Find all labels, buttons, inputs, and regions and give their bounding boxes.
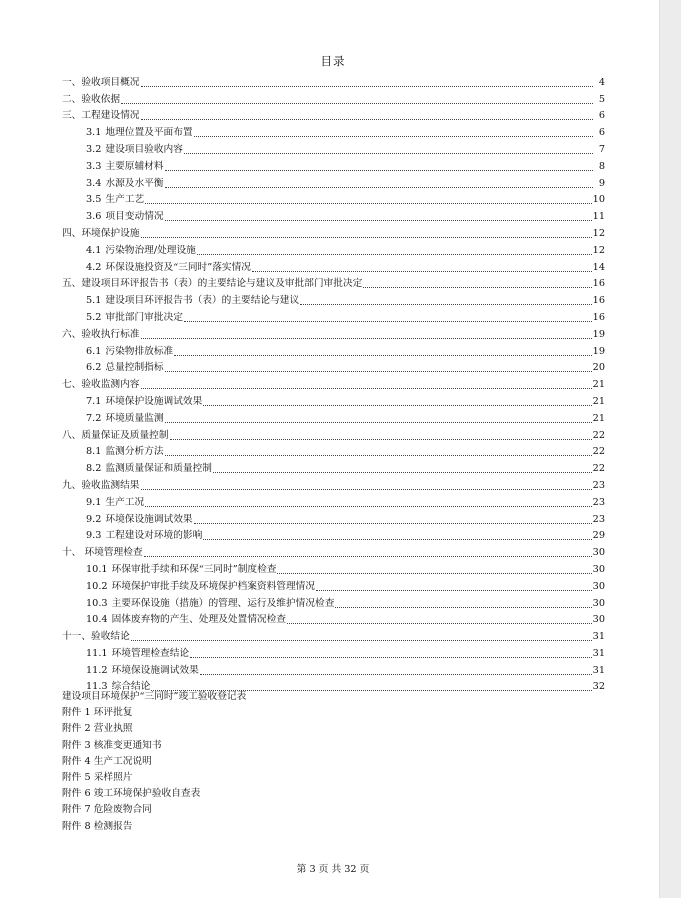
toc-entry[interactable] [62, 173, 605, 190]
toc-entry[interactable] [62, 324, 605, 341]
toc-leader-dots [121, 102, 593, 104]
toc-leader-dots [335, 606, 591, 608]
appendix-item: 附件 2 营业执照 [62, 723, 133, 735]
toc-entry-number: 3.5 [86, 194, 102, 206]
toc-leader-dots [316, 589, 592, 591]
toc-leader-dots [165, 169, 593, 171]
toc-leader-dots [141, 337, 592, 339]
toc-entry[interactable] [62, 610, 605, 627]
appendix-item: 附件 6 竣工环境保护验收自查表 [62, 788, 201, 800]
toc-leader-dots [200, 673, 592, 675]
toc-leader-dots [300, 303, 592, 305]
toc-entry-title: 污染物治理/处理设施 [105, 244, 196, 256]
toc-entry-page: 16 [592, 295, 605, 307]
toc-entry[interactable] [62, 425, 605, 442]
toc-entry[interactable] [62, 139, 605, 156]
toc-entry-page: 32 [592, 681, 605, 693]
toc-entry-number: 11.1 [86, 647, 108, 659]
toc-leader-dots [287, 622, 592, 624]
toc-entry-number: 9.2 [86, 513, 102, 525]
toc-entry[interactable] [62, 442, 605, 459]
toc-entry-number: 7.1 [86, 395, 102, 407]
scrollbar-track[interactable] [659, 0, 681, 898]
toc-entry-number: 4.2 [86, 261, 102, 273]
toc-leader-dots [170, 438, 592, 440]
toc-entry-number: 3.1 [86, 127, 102, 139]
toc-entry-title: 环境质量监测 [105, 412, 164, 424]
toc-entry-number: 6.2 [86, 362, 102, 374]
toc-entry[interactable] [62, 643, 605, 660]
toc-title: 目录 [320, 54, 346, 68]
toc-entry-page: 16 [592, 278, 605, 290]
toc-entry-page: 21 [592, 379, 605, 391]
toc-entry-page: 21 [592, 395, 605, 407]
toc-entry-number: 4.1 [86, 244, 102, 256]
toc-entry[interactable] [62, 374, 605, 391]
toc-leader-dots [165, 454, 592, 456]
toc-entry-number: 9.1 [86, 496, 102, 508]
toc-entry-number: 6.1 [86, 345, 102, 357]
toc-entry-page: 5 [598, 93, 605, 105]
toc-leader-dots [197, 253, 592, 255]
toc-entry-title: 固体废弃物的产生、处理及处置情况检查 [111, 614, 286, 626]
toc-leader-dots [165, 219, 592, 221]
toc-entry-title: 审批部门审批决定 [105, 311, 183, 323]
toc-entry-number: 3.4 [86, 177, 102, 189]
toc-entry-page: 22 [592, 446, 605, 458]
toc-leader-dots [131, 639, 592, 641]
toc-leader-dots [194, 522, 592, 524]
toc-entry[interactable] [62, 307, 605, 324]
toc-leader-dots [174, 354, 591, 356]
toc-entry-title: 生产工况 [105, 496, 145, 508]
toc-entry-title: 建设项目验收内容 [105, 143, 183, 155]
toc-entry[interactable] [62, 89, 605, 106]
toc-leader-dots [277, 572, 591, 574]
toc-entry[interactable] [62, 223, 605, 240]
toc-entry-title: 水源及水平衡 [105, 177, 164, 189]
toc-leader-dots [194, 135, 593, 137]
toc-entry[interactable] [62, 290, 605, 307]
toc-entry[interactable] [62, 391, 605, 408]
toc-entry-title: 环境保护设施调试效果 [105, 395, 203, 407]
toc-entry-title: 八、质量保证及质量控制 [62, 429, 169, 441]
toc-entry-number: 9.3 [86, 530, 102, 542]
toc-entry-title: 环境管理检查结论 [111, 647, 190, 659]
toc-entry-number: 5.1 [86, 295, 102, 307]
toc-entry-title: 综合结论 [111, 681, 151, 693]
toc-leader-dots [213, 471, 592, 473]
toc-entry[interactable] [62, 526, 605, 543]
toc-entry-title: 生产工艺 [105, 194, 145, 206]
toc-entry-page: 31 [592, 631, 605, 643]
toc-entry-page: 31 [592, 664, 605, 676]
toc-entry-title: 主要原辅材料 [105, 160, 164, 172]
toc-entry-page: 6 [598, 110, 605, 122]
toc-entry-number: 5.2 [86, 311, 102, 323]
toc-entry-number: 11.2 [86, 664, 108, 676]
toc-leader-dots [252, 270, 592, 272]
toc-entry[interactable] [62, 458, 605, 475]
toc-entry-page: 23 [592, 496, 605, 508]
toc-entry[interactable] [62, 206, 605, 223]
toc-entry-page: 23 [592, 513, 605, 525]
toc-entry-number: 11.3 [86, 681, 108, 693]
toc-leader-dots [203, 538, 591, 540]
toc-entry-title: 十一、验收结论 [62, 631, 130, 643]
toc-entry-title: 九、验收监测结果 [62, 479, 140, 491]
toc-entry-number: 3.6 [86, 211, 102, 223]
appendix-item: 附件 8 检测报告 [62, 820, 133, 832]
toc-entry-page: 30 [592, 547, 605, 559]
toc-entry[interactable] [62, 122, 605, 139]
toc-entry-title: 六、验收执行标准 [62, 328, 140, 340]
appendix-item: 附件 7 危险废物合同 [62, 804, 152, 816]
toc-entry-page: 10 [592, 194, 605, 206]
toc-entry-title: 污染物排放标准 [105, 345, 174, 357]
toc-entry-title: 三、工程建设情况 [62, 110, 140, 122]
toc-entry-page: 9 [598, 177, 605, 189]
toc-leader-dots [141, 387, 592, 389]
toc-entry-title: 总量控制指标 [105, 362, 164, 374]
toc-leader-dots [141, 488, 592, 490]
toc-leader-dots [141, 118, 594, 120]
toc-leader-dots [363, 286, 591, 288]
appendix-item: 建设项目环境保护“三同时”竣工验收登记表 [62, 691, 247, 702]
toc-entry-page: 31 [592, 647, 605, 659]
toc-entry[interactable] [62, 576, 605, 593]
toc-entry-page: 30 [592, 563, 605, 575]
toc-entry[interactable] [62, 106, 605, 123]
toc-entry-title: 五、建设项目环评报告书（表）的主要结论与建议及审批部门审批决定 [62, 278, 363, 290]
toc-entry-page: 23 [592, 479, 605, 491]
appendix-item: 附件 1 环评批复 [62, 707, 133, 719]
toc-entry-page: 29 [592, 530, 605, 542]
table-of-contents [62, 72, 605, 693]
toc-leader-dots [141, 85, 594, 87]
toc-leader-dots [165, 421, 592, 423]
toc-entry-number: 3.2 [86, 143, 102, 155]
toc-entry-number: 3.3 [86, 160, 102, 172]
toc-leader-dots [145, 505, 592, 507]
toc-leader-dots [145, 202, 592, 204]
toc-leader-dots [203, 404, 591, 406]
toc-entry-title: 环境保设施调试效果 [111, 664, 199, 676]
toc-leader-dots [144, 555, 592, 557]
toc-entry-title: 地理位置及平面布置 [105, 127, 193, 139]
toc-entry[interactable] [62, 240, 605, 257]
toc-entry-page: 21 [592, 412, 605, 424]
toc-entry-title: 监测分析方法 [105, 446, 164, 458]
toc-leader-dots [184, 152, 593, 154]
toc-entry-title: 工程建设对环境的影响 [105, 530, 203, 542]
toc-entry-title: 二、验收依据 [62, 93, 121, 105]
appendix-item: 附件 4 生产工况说明 [62, 755, 152, 767]
toc-entry-page: 19 [592, 345, 605, 357]
appendix-item: 附件 3 核准变更通知书 [62, 739, 162, 751]
toc-entry[interactable] [62, 190, 605, 207]
toc-entry[interactable] [62, 542, 605, 559]
page-footer: 第 3 页 共 32 页 [296, 864, 370, 875]
toc-entry-page: 22 [592, 463, 605, 475]
toc-leader-dots [184, 320, 592, 322]
toc-entry-number: 8.1 [86, 446, 102, 458]
toc-entry-page: 30 [592, 614, 605, 626]
toc-entry[interactable] [62, 660, 605, 677]
toc-entry-title: 环保审批手续和环保“三同时”制度检查 [111, 563, 277, 575]
toc-entry-page: 11 [592, 211, 605, 223]
toc-entry-title: 十、 环境管理检查 [62, 547, 143, 559]
toc-entry-title: 监测质量保证和质量控制 [105, 463, 212, 475]
toc-leader-dots [165, 370, 592, 372]
toc-entry-page: 22 [592, 429, 605, 441]
toc-entry-page: 30 [592, 597, 605, 609]
toc-entry-page: 7 [598, 143, 605, 155]
toc-entry-number: 10.4 [86, 614, 108, 626]
toc-entry-number: 10.1 [86, 563, 108, 575]
toc-entry-title: 七、验收监测内容 [62, 379, 140, 391]
toc-entry-page: 8 [598, 160, 605, 172]
toc-entry-page: 16 [592, 311, 605, 323]
toc-entry-title: 主要环保设施（措施）的管理、运行及维护情况检查 [111, 597, 335, 609]
toc-entry[interactable] [62, 626, 605, 643]
toc-entry-title: 项目变动情况 [105, 211, 164, 223]
toc-leader-dots [190, 656, 592, 658]
toc-entry-page: 12 [592, 227, 605, 239]
toc-entry[interactable] [62, 475, 605, 492]
toc-entry-title: 环保设施投资及“三同时”落实情况 [105, 261, 251, 273]
appendix-item: 附件 5 采样照片 [62, 771, 133, 783]
toc-entry[interactable] [62, 559, 605, 576]
toc-entry-number: 8.2 [86, 463, 102, 475]
appendix-list [62, 690, 246, 836]
toc-entry[interactable] [62, 274, 605, 291]
toc-entry-number: 10.2 [86, 580, 108, 592]
toc-entry-page: 14 [592, 261, 605, 273]
toc-entry[interactable] [62, 509, 605, 526]
toc-entry[interactable] [62, 72, 605, 89]
toc-entry-page: 12 [592, 244, 605, 256]
toc-entry-page: 6 [598, 127, 605, 139]
toc-entry-title: 四、环境保护设施 [62, 227, 140, 239]
toc-entry-page: 20 [592, 362, 605, 374]
toc-leader-dots [141, 236, 592, 238]
toc-entry[interactable] [62, 492, 605, 509]
toc-entry[interactable] [62, 257, 605, 274]
toc-entry-page: 19 [592, 328, 605, 340]
toc-entry-number: 7.2 [86, 412, 102, 424]
toc-entry[interactable] [62, 408, 605, 425]
toc-entry[interactable] [62, 156, 605, 173]
toc-entry[interactable] [62, 341, 605, 358]
toc-leader-dots [165, 186, 593, 188]
toc-entry-title: 建设项目环评报告书（表）的主要结论与建议 [105, 295, 300, 307]
toc-entry[interactable] [62, 358, 605, 375]
toc-entry-title: 环境保设施调试效果 [105, 513, 193, 525]
toc-entry-title: 环境保护审批手续及环境保护档案资料管理情况 [111, 580, 316, 592]
toc-entry-page: 30 [592, 580, 605, 592]
toc-entry-page: 4 [598, 76, 605, 88]
toc-entry-number: 10.3 [86, 597, 108, 609]
toc-entry[interactable] [62, 593, 605, 610]
toc-entry-title: 一、验收项目概况 [62, 76, 140, 88]
